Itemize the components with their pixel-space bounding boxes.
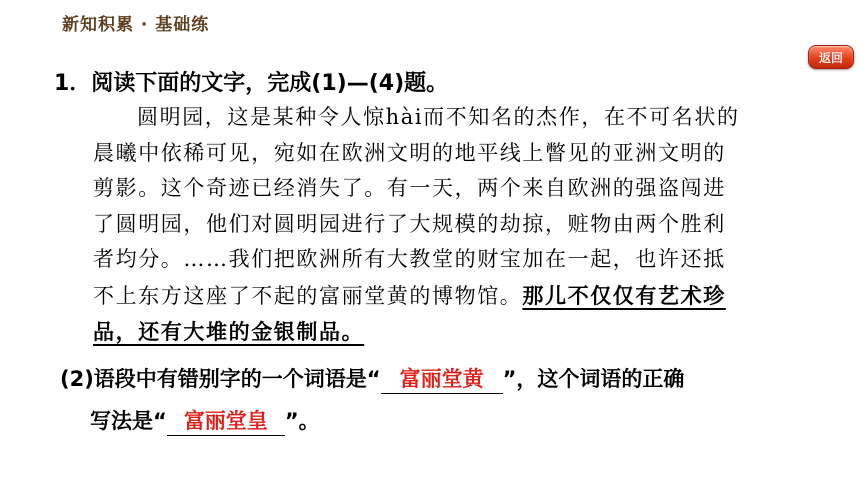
passage-line (93, 278, 793, 315)
passage-line: 剪影。这个奇迹已经消失了。有一天，两个来自欧洲的强盗闯进 (93, 176, 726, 200)
sub-question (60, 358, 684, 442)
underlined-sentence: 那儿不仅仅有艺术珍 (522, 282, 726, 308)
answer-blank-2: 富丽堂皇 (167, 407, 285, 436)
passage-line (93, 314, 793, 351)
passage-line: 晨曦中依稀可见，宛如在欧洲文明的地平线上瞥见的亚洲文明的 (93, 140, 726, 165)
passage-line: 圆明园，这是某种令人惊hài而不知名的杰作，在不可名状的 (137, 105, 740, 129)
sub-question-line-2 (60, 400, 684, 442)
passage-line: 者均分。……我们把欧洲所有大教堂的财宝加在一起，也许还抵 (93, 247, 726, 271)
sub-question-text: ”。 (284, 409, 320, 433)
back-button[interactable]: 返回 (808, 45, 854, 69)
passage-text: 不上东方这座了不起的富丽堂黄的博物馆。 (93, 283, 523, 308)
answer-blank-1: 富丽堂黄 (381, 365, 503, 394)
underlined-sentence: 品，还有大堆的金银制品。 (93, 319, 365, 344)
sub-question-text: 写法是“ (90, 409, 167, 433)
section-tag: 新知积累 · 基础练 (62, 15, 210, 35)
passage-line: 了圆明园，他们对圆明园进行了大规模的劫掠，赃物由两个胜利 (93, 211, 726, 236)
sub-question-text: (2)语段中有错别字的一个词语是“ (60, 367, 381, 391)
passage (93, 100, 793, 351)
sub-question-line-1 (60, 358, 684, 400)
top-bar (0, 0, 860, 44)
question-title: 1．阅读下面的文字，完成(1)—(4)题。 (54, 71, 449, 96)
sub-question-text: ”，这个词语的正确 (502, 367, 685, 391)
